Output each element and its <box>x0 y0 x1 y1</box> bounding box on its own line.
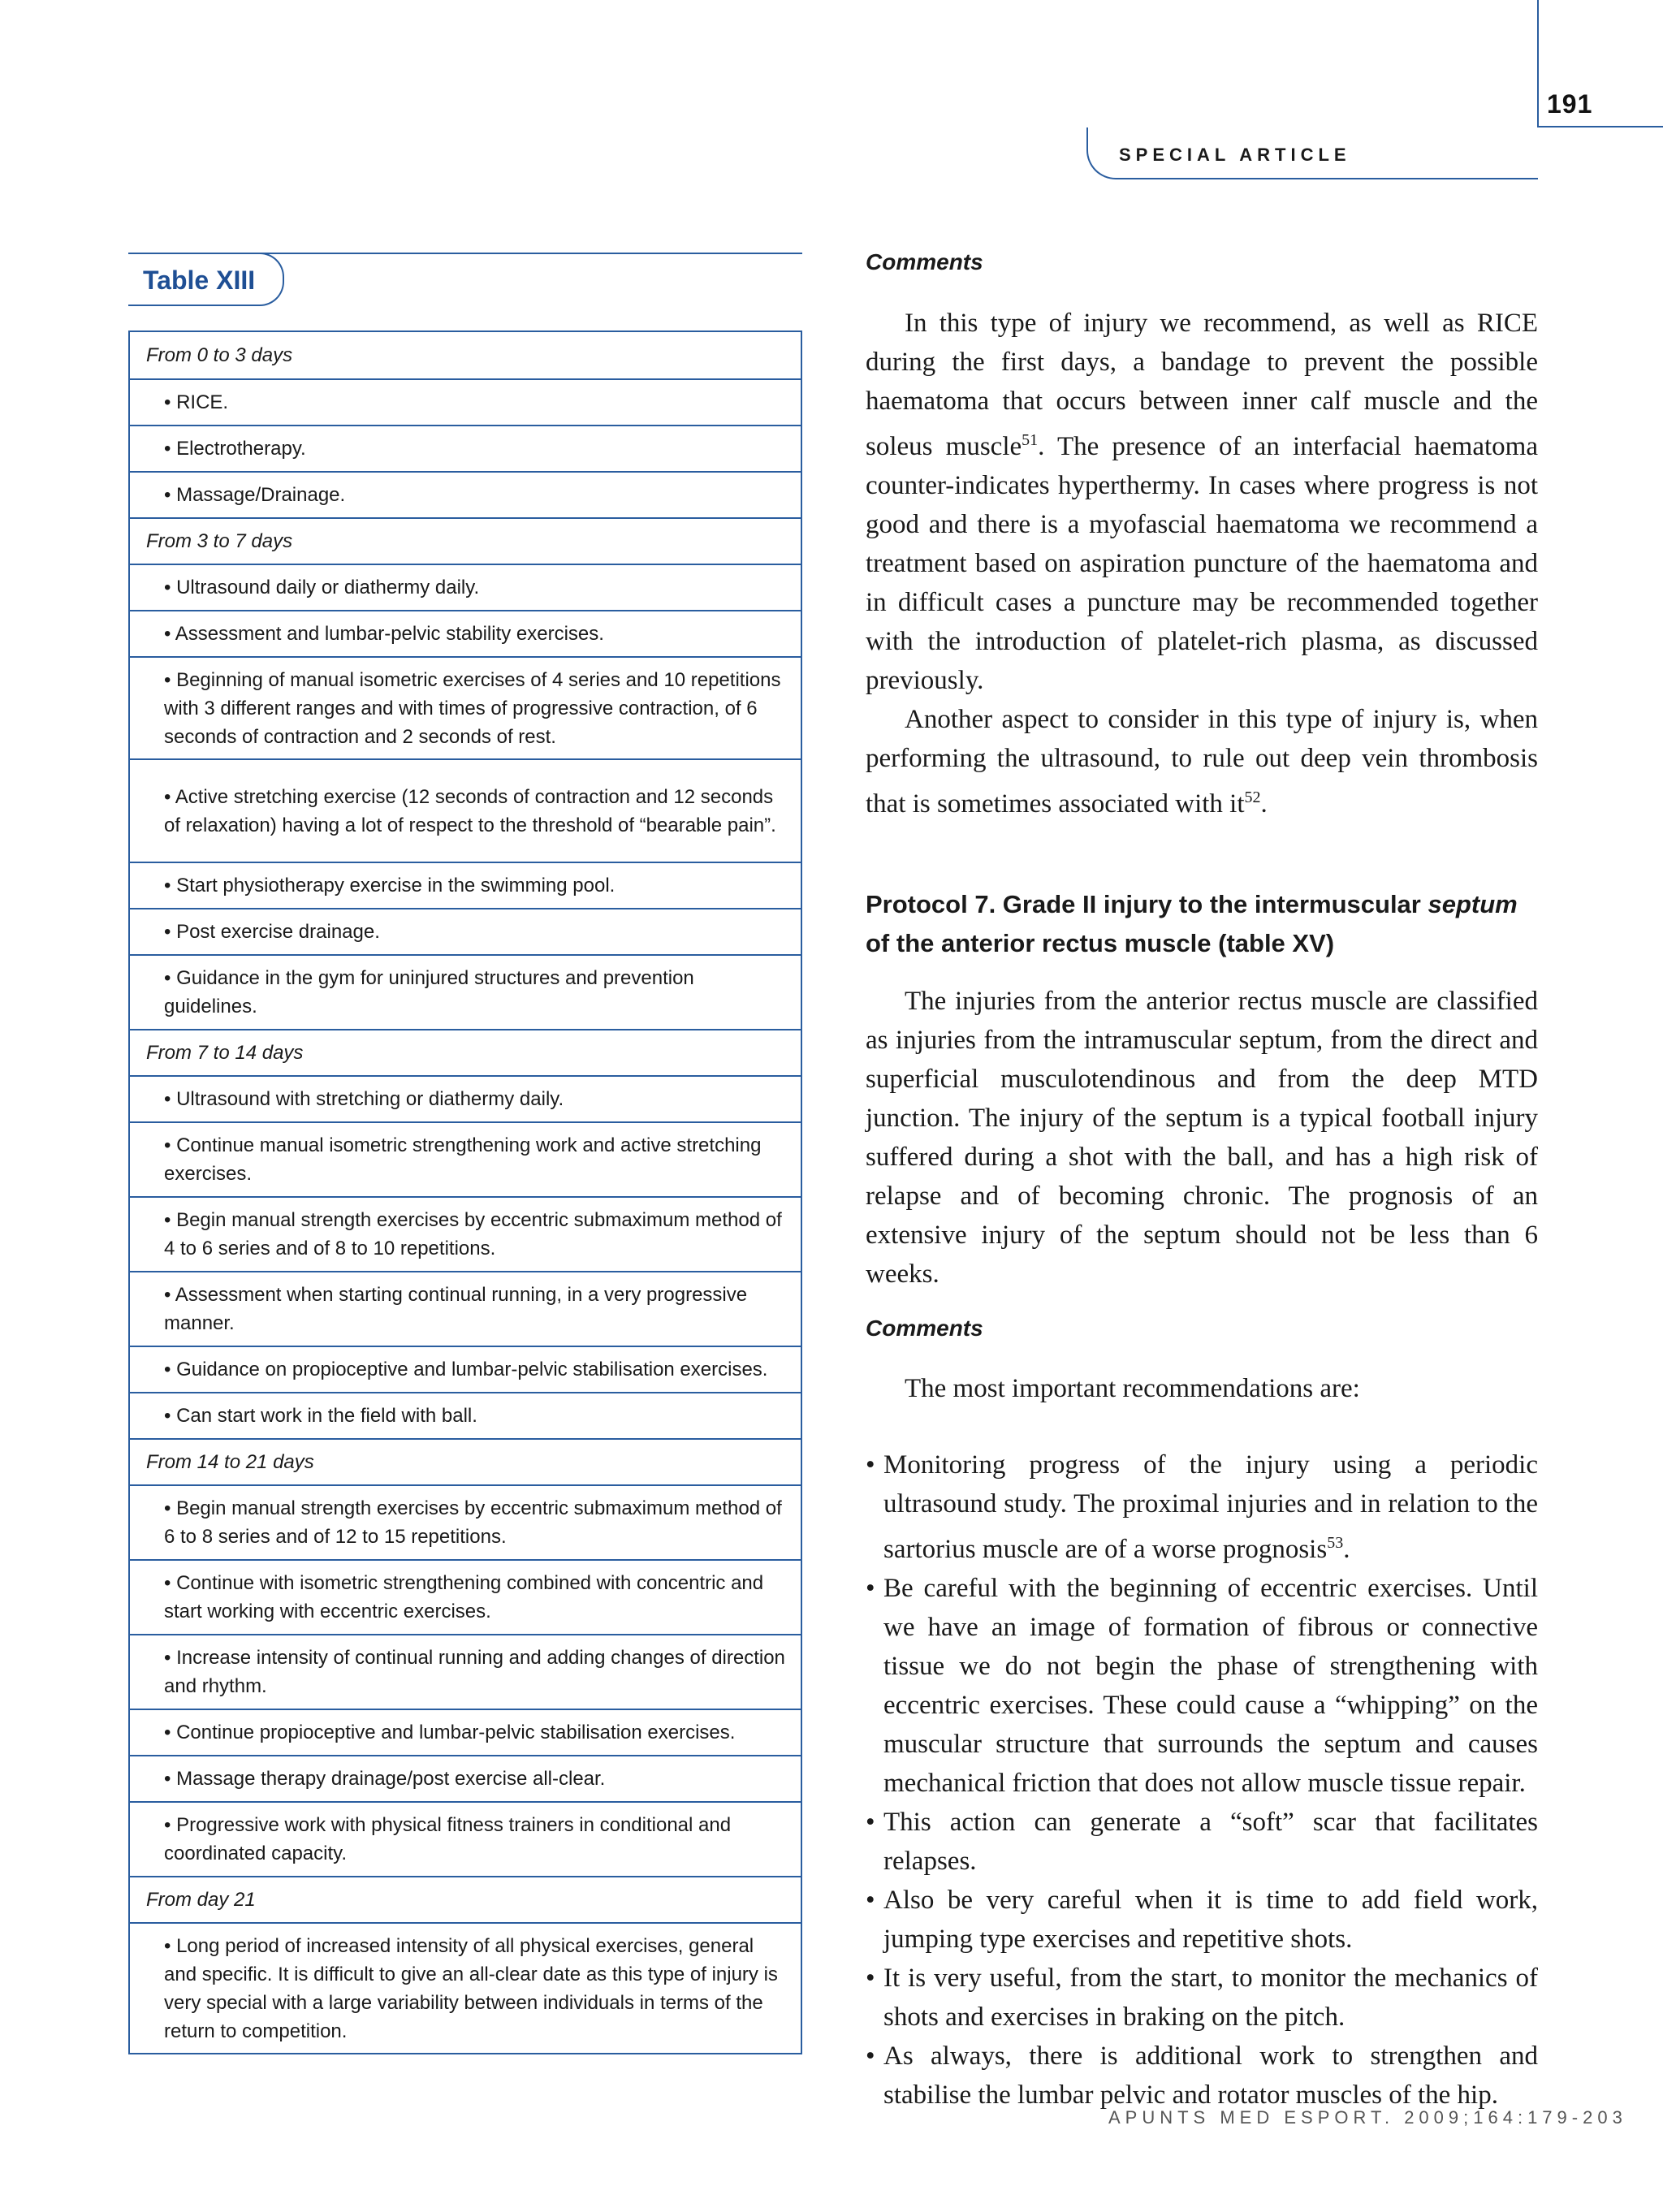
list-item <box>866 1803 1538 1881</box>
list-item-text: Also be very careful when it is time to add field work, jumping type exercises and repetitive shots. <box>883 1886 1538 1954</box>
reference-number: 53 <box>1327 1534 1344 1552</box>
table-item-text: • Begin manual strength exercises by eccentric submaximum method of 4 to 6 series and of 8 to 10 repetitions. <box>164 1209 782 1259</box>
table-row <box>130 1121 801 1196</box>
table-item-text: • Can start work in the field with ball. <box>164 1405 477 1427</box>
table-item-text: • Post exercise drainage. <box>164 921 380 943</box>
header-vertical-rule <box>1537 0 1539 126</box>
comments-heading-text: Comments <box>866 249 983 274</box>
period-label: From day 21 <box>146 1888 256 1911</box>
paragraph <box>866 700 1538 823</box>
table-item-text: • Electrotherapy. <box>164 438 306 460</box>
protocol-heading-italic: septum <box>1428 890 1518 918</box>
table-row <box>130 908 801 954</box>
table-item-text: • Start physiotherapy exercise in the swimming pool. <box>164 875 616 896</box>
header-horizontal-rule <box>1537 126 1663 127</box>
table-item-text: • Ultrasound daily or diathermy daily. <box>164 577 480 598</box>
reference-number: 52 <box>1244 788 1261 806</box>
reference-number: 51 <box>1022 431 1039 449</box>
table-item-text: • Massage therapy drainage/post exercise all-clear. <box>164 1768 606 1790</box>
table-row <box>130 1709 801 1755</box>
table-row <box>130 425 801 471</box>
protocol-heading <box>866 885 1538 963</box>
table-row <box>130 1634 801 1709</box>
table-item-text: • Ultrasound with stretching or diathermy daily. <box>164 1088 564 1110</box>
table-row <box>130 1484 801 1559</box>
protocol-heading-text: of the anterior rectus muscle (table XV) <box>866 929 1335 957</box>
table-item-text: • Guidance on propioceptive and lumbar-pelvic stabilisation exercises. <box>164 1359 768 1380</box>
table-title: Table XIII <box>143 266 256 295</box>
table-period-row <box>130 1876 801 1922</box>
list-item-text: This action can generate a “soft” scar that facilitates relapses. <box>883 1808 1538 1876</box>
table-row <box>130 862 801 908</box>
table-item-text: • Beginning of manual isometric exercises of 4 series and 10 repetitions with 3 different ranges and with times of progressive contraction, of 6 seconds of contraction and 2 seconds of rest. <box>164 668 781 748</box>
table-row <box>130 610 801 656</box>
list-item <box>866 1445 1538 1569</box>
table-item-text: • Continue with isometric strengthening combined with concentric and start working with eccentric exercises. <box>164 1572 764 1622</box>
table-row <box>130 656 801 758</box>
table-row <box>130 1196 801 1271</box>
table-item-text: • Increase intensity of continual running and adding changes of direction and rhythm. <box>164 1647 785 1697</box>
paragraph-text: . <box>1260 789 1268 819</box>
list-item <box>866 1959 1538 2037</box>
protocol-body <box>866 982 1538 1294</box>
period-label: From 7 to 14 days <box>146 1041 304 1064</box>
table-row <box>130 954 801 1029</box>
table-row <box>130 471 801 517</box>
table-period-row <box>130 517 801 564</box>
table-item-text: • Assessment and lumbar-pelvic stability exercises. <box>164 623 604 645</box>
rehab-table <box>128 331 802 2054</box>
paragraph: The most important recommendations are: <box>905 1374 1360 1403</box>
table-item-text: • Begin manual strength exercises by eccentric submaximum method of 6 to 8 series and of 12 to 15 repetitions. <box>164 1497 782 1548</box>
table-row <box>130 1801 801 1876</box>
list-item-text: As always, there is additional work to strengthen and stabilise the lumbar pelvic and rotator muscles of the hip. <box>883 2041 1538 2110</box>
table-item-text: • Continue propioceptive and lumbar-pelvic stabilisation exercises. <box>164 1722 736 1743</box>
table-item-text: • Long period of increased intensity of all physical exercises, general and specific. It is difficult to give an all-clear date as this type of injury is very special with a large variability between individuals in terms of the return to competition. <box>164 1934 778 2042</box>
table-item-text: • Progressive work with physical fitness trainers in conditional and coordinated capacity. <box>164 1814 732 1864</box>
table-row <box>130 1271 801 1346</box>
paragraph: The injuries from the anterior rectus muscle are classified as injuries from the intramuscular septum, from the direct and superficial musculotendinous and from the deep MTD junction. The injury of the septum is a typical football injury suffered during a shot with the ball, and has a high risk of relapse and of becoming chronic. The prognosis of an extensive injury of the septum should not be less than 6 weeks. <box>866 987 1538 1289</box>
paragraph-text: . The presence of an interfacial haematoma counter-indicates hyperthermy. In cases where progress is not good and there is a myofascial haematoma we recommend a treatment based on aspiration puncture of the haematoma and in difficult cases a puncture may be recommended together with the introduction of platelet-rich plasma, as discussed previously. <box>866 432 1538 695</box>
journal-citation: APUNTS MED ESPORT. 2009;164:179-203 <box>1108 2107 1627 2128</box>
list-item <box>866 1881 1538 1959</box>
table-row <box>130 1075 801 1121</box>
table-row <box>130 1755 801 1801</box>
table-period-row <box>130 1438 801 1484</box>
period-label: From 3 to 7 days <box>146 529 293 552</box>
bullet-list <box>866 1445 1538 2115</box>
comments-heading <box>866 1316 1538 1341</box>
recommendations-list <box>866 1445 1538 2115</box>
recommendations-intro <box>866 1369 1538 1408</box>
table-row <box>130 1346 801 1392</box>
table-row <box>130 1559 801 1634</box>
table-row <box>130 564 801 610</box>
table-item-text: • Massage/Drainage. <box>164 484 346 506</box>
table-row <box>130 1922 801 2053</box>
list-item <box>866 1569 1538 1803</box>
period-label: From 0 to 3 days <box>146 343 293 366</box>
comments-body <box>866 304 1538 823</box>
list-item-text: Be careful with the beginning of eccentric exercises. Until we have an image of formation of fibrous or connective tissue we do not begin the phase of strengthening with eccentric exercises. These could cause a “whipping” on the muscular structure that surrounds the septum and causes mechanical friction that does not allow muscle tissue repair. <box>883 1574 1538 1798</box>
table-row <box>130 758 801 862</box>
table-item-text: • RICE. <box>164 391 229 413</box>
table-item-text: • Active stretching exercise (12 seconds of contraction and 12 seconds of relaxation) having a lot of respect to the threshold of “bearable pain”. <box>164 785 776 836</box>
table-row <box>130 1392 801 1438</box>
period-label: From 14 to 21 days <box>146 1450 314 1473</box>
protocol-heading-text: Protocol 7. Grade II injury to the intermuscular <box>866 890 1428 918</box>
list-item-text: . <box>1343 1535 1350 1564</box>
section-label: SPECIAL ARTICLE <box>1119 145 1351 165</box>
comments-heading <box>866 249 1538 275</box>
paragraph-text: Another aspect to consider in this type of injury is, when performing the ultrasound, to rule out deep vein thrombosis that is sometimes associated with it <box>866 705 1538 819</box>
page-number: 191 <box>1547 89 1593 119</box>
table-period-row <box>130 1029 801 1075</box>
paragraph <box>866 304 1538 700</box>
comments-heading-text: Comments <box>866 1316 983 1341</box>
table-item-text: • Continue manual isometric strengthening work and active stretching exercises. <box>164 1134 762 1185</box>
table-item-text: • Assessment when starting continual running, in a very progressive manner. <box>164 1284 748 1334</box>
table-item-text: • Guidance in the gym for uninjured structures and prevention guidelines. <box>164 967 694 1017</box>
table-row <box>130 378 801 425</box>
list-item-text: Monitoring progress of the injury using a periodic ultrasound study. The proximal injuries and in relation to the sartorius muscle are of a worse prognosis <box>883 1450 1538 1564</box>
table-period-row <box>130 332 801 378</box>
list-item-text: It is very useful, from the start, to monitor the mechanics of shots and exercises in braking on the pitch. <box>883 1964 1538 2032</box>
paragraph-text: In this type of injury we recommend, as well as RICE during the first days, a bandage to prevent the possible haematoma that occurs between inner calf muscle and the soleus muscle <box>866 309 1538 461</box>
list-item <box>866 2037 1538 2115</box>
